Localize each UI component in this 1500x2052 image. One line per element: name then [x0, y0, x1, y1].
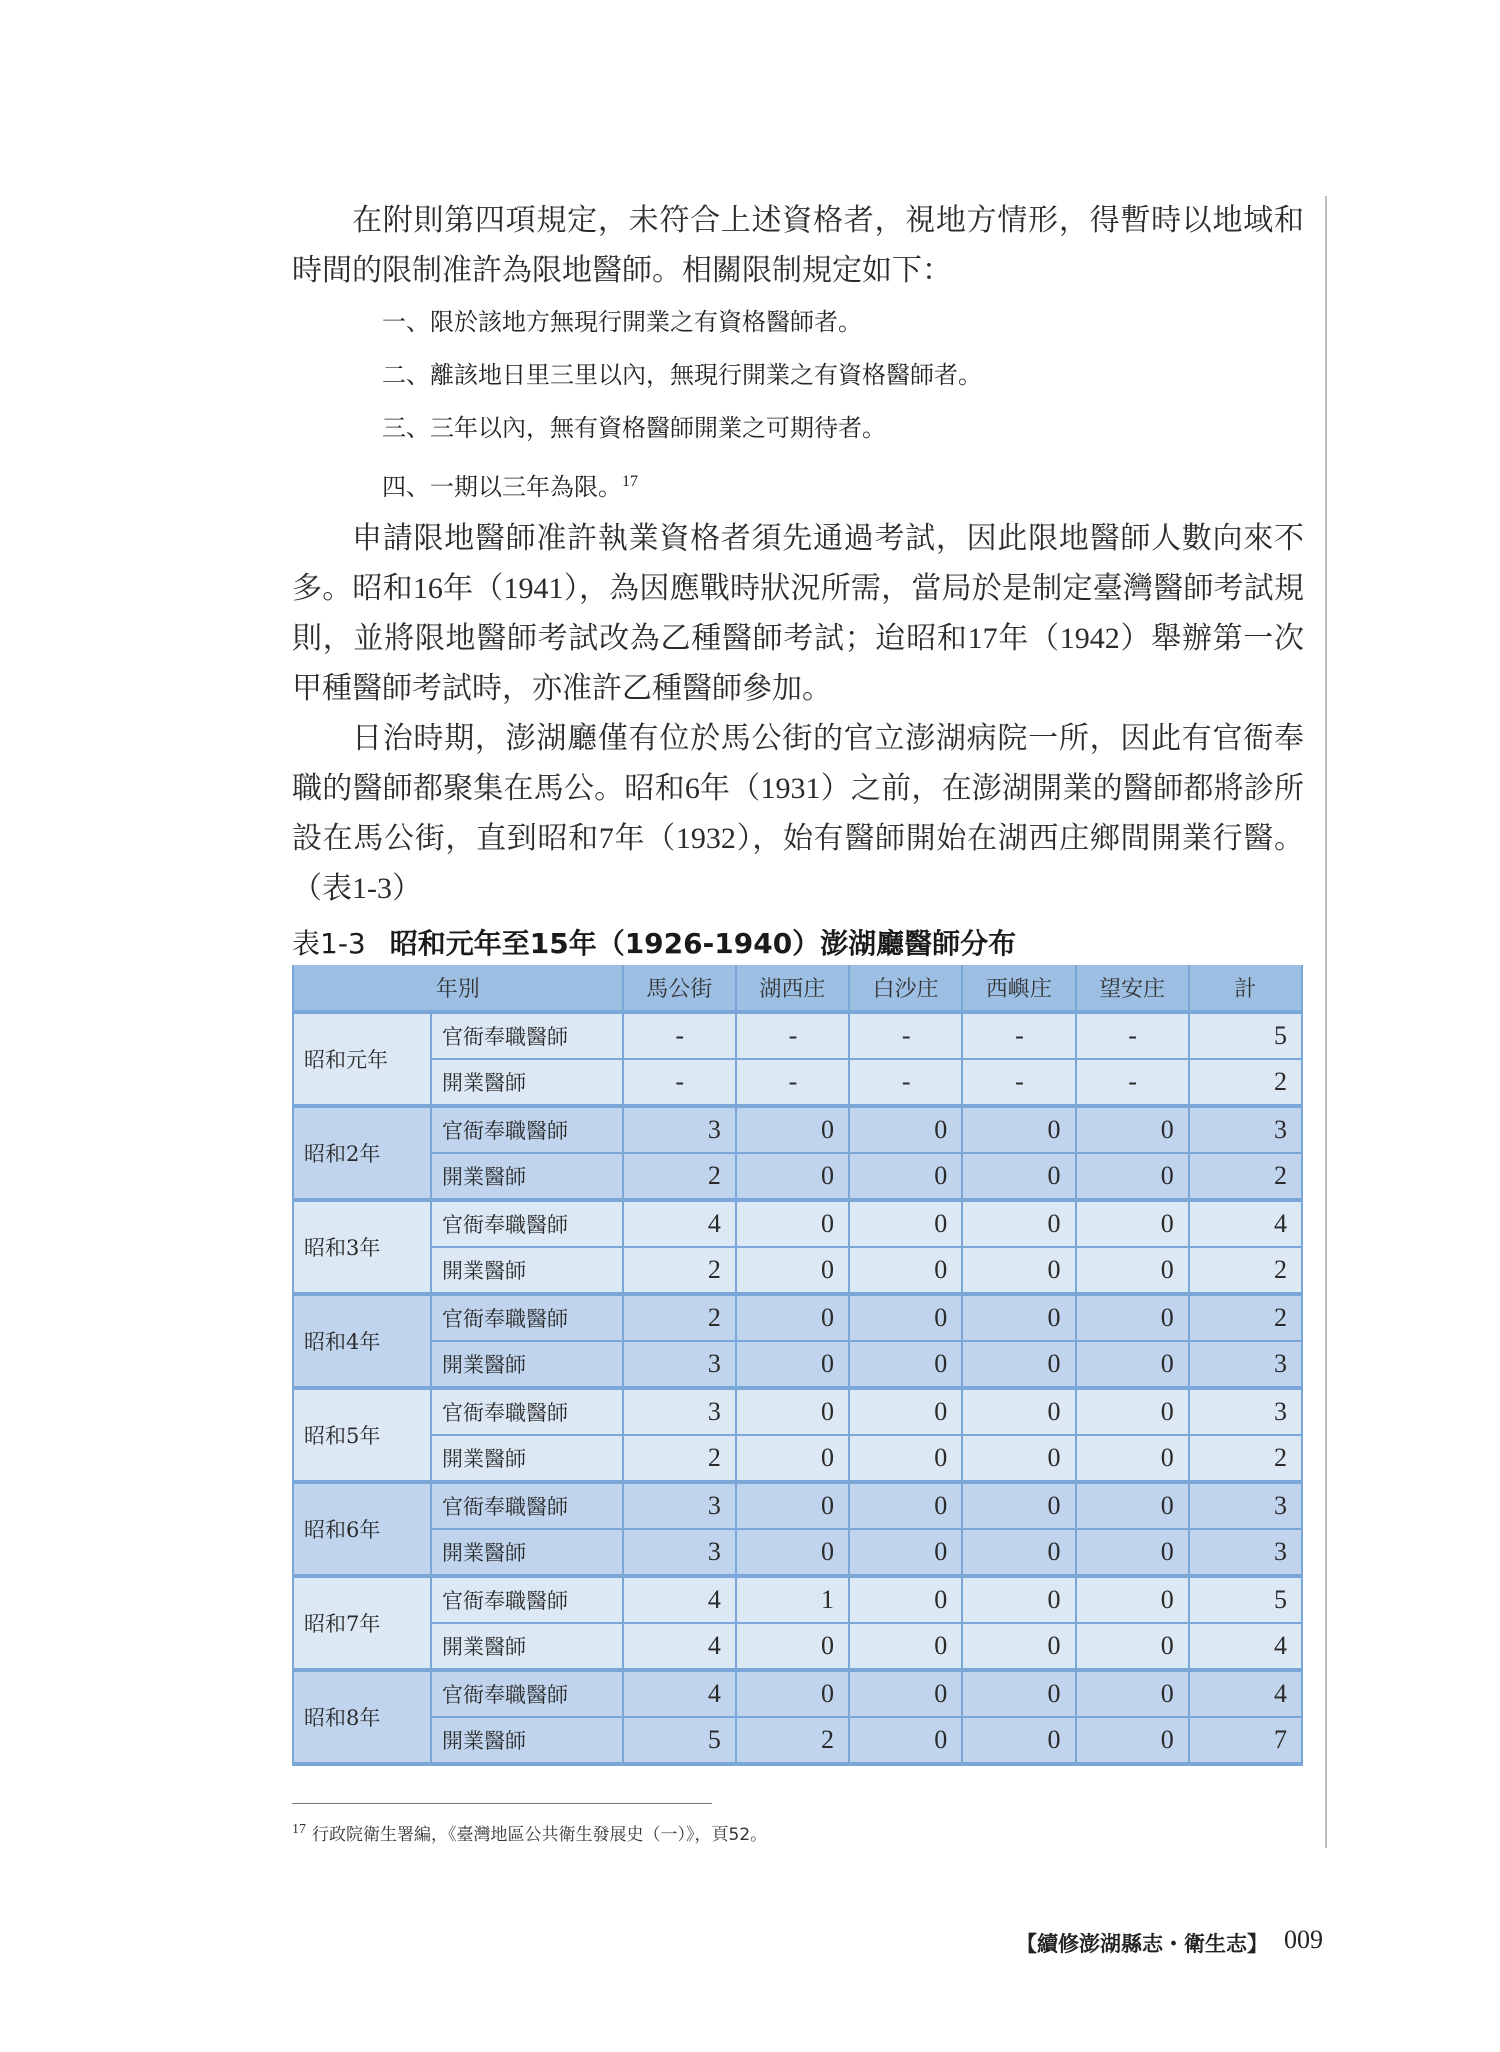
value-cell: 0 [849, 1576, 962, 1623]
footnote-ref[interactable]: 17 [622, 473, 638, 490]
value-cell: 3 [623, 1529, 736, 1576]
value-cell: 0 [1076, 1294, 1189, 1341]
value-cell: 0 [1076, 1623, 1189, 1670]
value-cell: 0 [962, 1341, 1075, 1388]
paragraph-1: 在附則第四項規定，未符合上述資格者，視地方情形，得暫時以地域和時間的限制准許為限地醫師。相關限制規定如下： [292, 204, 1304, 287]
value-cell: 0 [849, 1200, 962, 1247]
value-cell: 0 [849, 1717, 962, 1764]
physician-type-cell: 開業醫師 [431, 1435, 623, 1482]
value-cell: 3 [623, 1106, 736, 1153]
value-cell: 2 [623, 1247, 736, 1294]
table-row [293, 1059, 1302, 1106]
value-cell: 0 [1076, 1388, 1189, 1435]
value-cell: 0 [1076, 1529, 1189, 1576]
value-cell: 0 [962, 1529, 1075, 1576]
value-cell: 0 [1076, 1341, 1189, 1388]
physician-type-cell: 官衙奉職醫師 [431, 1200, 623, 1247]
value-cell: - [623, 1012, 736, 1059]
header-year: 年別 [293, 965, 623, 1012]
physician-type-cell: 官衙奉職醫師 [431, 1482, 623, 1529]
value-cell: 4 [623, 1670, 736, 1717]
physician-type-cell: 開業醫師 [431, 1529, 623, 1576]
value-cell: 4 [1189, 1623, 1302, 1670]
table-row [293, 1717, 1302, 1764]
footnote-rule [292, 1803, 712, 1804]
value-cell: 0 [1076, 1717, 1189, 1764]
value-cell: 0 [849, 1106, 962, 1153]
table-row [293, 1153, 1302, 1200]
value-cell: 0 [849, 1294, 962, 1341]
value-cell: 2 [623, 1153, 736, 1200]
value-cell: 3 [1189, 1341, 1302, 1388]
physician-type-cell: 官衙奉職醫師 [431, 1012, 623, 1059]
value-cell: 0 [1076, 1247, 1189, 1294]
physician-type-cell: 官衙奉職醫師 [431, 1388, 623, 1435]
value-cell: 3 [1189, 1388, 1302, 1435]
header-magong: 馬公街 [623, 965, 736, 1012]
value-cell: 0 [736, 1623, 849, 1670]
value-cell: 0 [962, 1717, 1075, 1764]
value-cell: 2 [1189, 1247, 1302, 1294]
value-cell: 0 [736, 1670, 849, 1717]
value-cell: 4 [1189, 1670, 1302, 1717]
table-row [293, 1294, 1302, 1341]
table-row [293, 1576, 1302, 1623]
value-cell: - [849, 1059, 962, 1106]
physician-type-cell: 官衙奉職醫師 [431, 1576, 623, 1623]
value-cell: - [1076, 1059, 1189, 1106]
value-cell: 3 [623, 1341, 736, 1388]
value-cell: 0 [849, 1341, 962, 1388]
value-cell: 2 [623, 1435, 736, 1482]
value-cell: 0 [1076, 1482, 1189, 1529]
value-cell: 2 [1189, 1435, 1302, 1482]
value-cell: - [962, 1059, 1075, 1106]
value-cell: 0 [962, 1576, 1075, 1623]
value-cell: - [736, 1059, 849, 1106]
value-cell: 3 [1189, 1529, 1302, 1576]
table-row [293, 1200, 1302, 1247]
list-item: 三、三年以內，無有資格醫師開業之可期待者。 [382, 414, 886, 442]
value-cell: 0 [849, 1247, 962, 1294]
year-cell: 昭和8年 [293, 1670, 431, 1764]
header-xiyu: 西嶼庄 [962, 965, 1075, 1012]
value-cell: 0 [1076, 1153, 1189, 1200]
value-cell: 2 [623, 1294, 736, 1341]
value-cell: 0 [736, 1388, 849, 1435]
physician-type-cell: 官衙奉職醫師 [431, 1670, 623, 1717]
running-head: 【續修澎湖縣志・衛生志】 [1016, 1931, 1268, 1956]
value-cell: 0 [849, 1435, 962, 1482]
physician-type-cell: 開業醫師 [431, 1153, 623, 1200]
table-row [293, 1435, 1302, 1482]
physician-type-cell: 官衙奉職醫師 [431, 1106, 623, 1153]
value-cell: 2 [1189, 1153, 1302, 1200]
header-huxi: 湖西庄 [736, 965, 849, 1012]
footnote-text: 行政院衛生署編，《臺灣地區公共衛生發展史（一）》，頁52。 [312, 1825, 768, 1845]
value-cell: 0 [736, 1435, 849, 1482]
regulation-list [292, 296, 1304, 514]
value-cell: 1 [736, 1576, 849, 1623]
value-cell: 0 [1076, 1435, 1189, 1482]
table-header-row [293, 965, 1302, 1012]
table-row [293, 1388, 1302, 1435]
list-item: 一、限於該地方無現行開業之有資格醫師者。 [382, 308, 862, 336]
value-cell: 0 [962, 1200, 1075, 1247]
table-row [293, 1529, 1302, 1576]
physician-type-cell: 官衙奉職醫師 [431, 1294, 623, 1341]
year-cell: 昭和4年 [293, 1294, 431, 1388]
value-cell: 3 [1189, 1482, 1302, 1529]
value-cell: - [1076, 1012, 1189, 1059]
table-row [293, 1106, 1302, 1153]
value-cell: 0 [849, 1623, 962, 1670]
value-cell: 0 [736, 1153, 849, 1200]
body-text [292, 196, 1304, 914]
value-cell: - [736, 1012, 849, 1059]
value-cell: 0 [736, 1482, 849, 1529]
physician-type-cell: 開業醫師 [431, 1059, 623, 1106]
table-row [293, 1482, 1302, 1529]
value-cell: 4 [1189, 1200, 1302, 1247]
value-cell: - [849, 1012, 962, 1059]
table-row [293, 1670, 1302, 1717]
list-item: 二、離該地日里三里以內，無現行開業之有資格醫師者。 [382, 361, 982, 389]
table-caption-number: 表1-3 [292, 927, 366, 960]
value-cell: 0 [736, 1294, 849, 1341]
value-cell: 0 [736, 1341, 849, 1388]
paragraph-2: 申請限地醫師准許執業資格者須先通過考試，因此限地醫師人數向來不多。昭和16年（1941），為因應戰時狀況所需，當局於是制定臺灣醫師考試規則，並將限地醫師考試改為乙種醫師考試；迨昭和17年（1942）舉辦第一次甲種醫師考試時，亦准許乙種醫師參加。 [292, 522, 1304, 705]
year-cell: 昭和2年 [293, 1106, 431, 1200]
physician-distribution-table [292, 965, 1303, 1766]
value-cell: 0 [849, 1153, 962, 1200]
value-cell: 0 [1076, 1670, 1189, 1717]
value-cell: 5 [1189, 1012, 1302, 1059]
value-cell: 5 [1189, 1576, 1302, 1623]
physician-type-cell: 開業醫師 [431, 1623, 623, 1670]
value-cell: 0 [849, 1388, 962, 1435]
paragraph-3: 日治時期，澎湖廳僅有位於馬公街的官立澎湖病院一所，因此有官衙奉職的醫師都聚集在馬公。昭和6年（1931）之前，在澎湖開業的醫師都將診所設在馬公街，直到昭和7年（1932），始有醫師開始在湖西庄鄉間開業行醫。（表1-3） [292, 722, 1304, 905]
value-cell: 0 [962, 1435, 1075, 1482]
year-cell: 昭和6年 [293, 1482, 431, 1576]
value-cell: 0 [736, 1529, 849, 1576]
value-cell: 0 [962, 1247, 1075, 1294]
value-cell: 0 [962, 1153, 1075, 1200]
header-baisha: 白沙庄 [849, 965, 962, 1012]
value-cell: 7 [1189, 1717, 1302, 1764]
value-cell: 2 [1189, 1059, 1302, 1106]
value-cell: - [962, 1012, 1075, 1059]
value-cell: 3 [1189, 1106, 1302, 1153]
value-cell: 0 [736, 1106, 849, 1153]
physician-type-cell: 開業醫師 [431, 1247, 623, 1294]
year-cell: 昭和5年 [293, 1388, 431, 1482]
table-caption-title: 昭和元年至15年（1926-1940）澎湖廳醫師分布 [389, 927, 1017, 960]
value-cell: 4 [623, 1576, 736, 1623]
value-cell: 4 [623, 1623, 736, 1670]
value-cell: 0 [849, 1529, 962, 1576]
value-cell: 0 [962, 1106, 1075, 1153]
value-cell: - [623, 1059, 736, 1106]
value-cell: 0 [849, 1670, 962, 1717]
footnote-number: 17 [292, 1822, 306, 1838]
table-row [293, 1012, 1302, 1059]
value-cell: 3 [623, 1482, 736, 1529]
physician-type-cell: 開業醫師 [431, 1341, 623, 1388]
value-cell: 0 [849, 1482, 962, 1529]
list-item: 四、一期以三年為限。$^{17}$ [382, 473, 638, 501]
value-cell: 2 [1189, 1294, 1302, 1341]
value-cell: 0 [1076, 1200, 1189, 1247]
value-cell: 0 [962, 1294, 1075, 1341]
value-cell: 0 [962, 1670, 1075, 1717]
header-total: 計 [1189, 965, 1302, 1012]
value-cell: 0 [736, 1247, 849, 1294]
value-cell: 3 [623, 1388, 736, 1435]
table-caption [292, 922, 1016, 962]
value-cell: 0 [962, 1482, 1075, 1529]
value-cell: 0 [736, 1200, 849, 1247]
year-cell: 昭和7年 [293, 1576, 431, 1670]
value-cell: 4 [623, 1200, 736, 1247]
value-cell: 0 [962, 1623, 1075, 1670]
value-cell: 0 [962, 1388, 1075, 1435]
value-cell: 2 [736, 1717, 849, 1764]
table-row [293, 1247, 1302, 1294]
physician-type-cell: 開業醫師 [431, 1717, 623, 1764]
header-wangan: 望安庄 [1076, 965, 1189, 1012]
value-cell: 0 [1076, 1576, 1189, 1623]
footnote [292, 1820, 767, 1845]
value-cell: 0 [1076, 1106, 1189, 1153]
page-number: 009 [1284, 1925, 1323, 1954]
table-row [293, 1623, 1302, 1670]
table-row [293, 1341, 1302, 1388]
year-cell: 昭和3年 [293, 1200, 431, 1294]
value-cell: 5 [623, 1717, 736, 1764]
year-cell: 昭和元年 [293, 1012, 431, 1106]
margin-rule [1325, 196, 1327, 1848]
